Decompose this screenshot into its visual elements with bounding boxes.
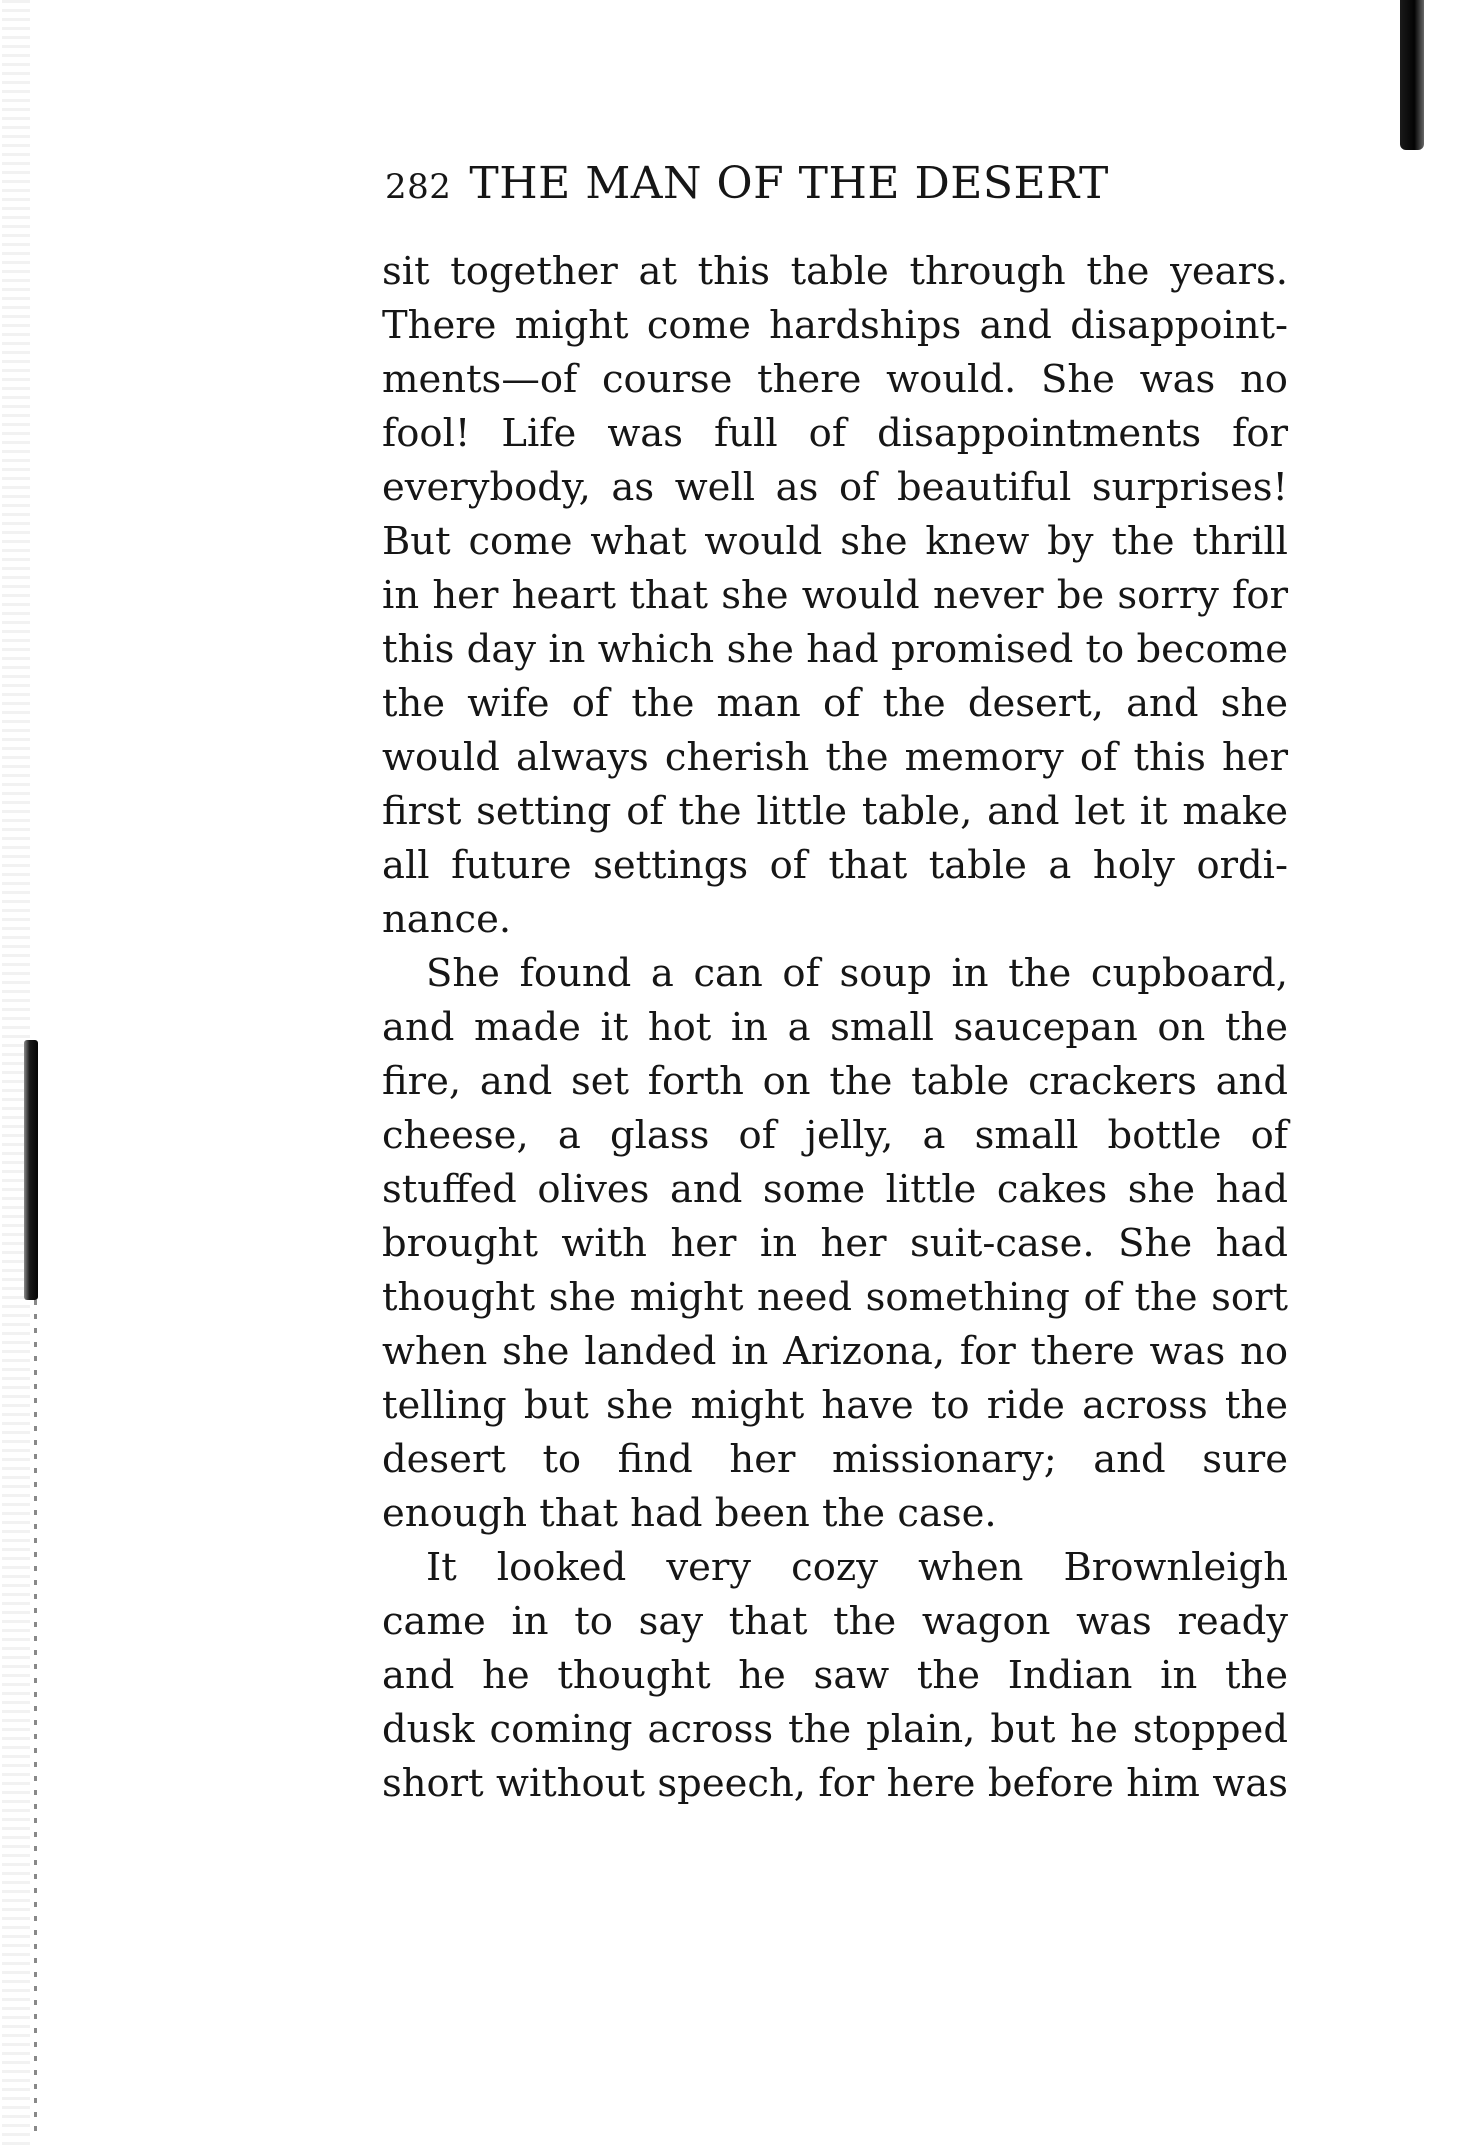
text-line: came in to say that the wagon was ready [382,1599,1288,1644]
paragraph-start-line: It looked very cozy when Brownleigh [426,1545,1288,1590]
scan-binding-speckle-left [34,1300,37,2140]
paragraph-end-line: nance. [382,897,512,942]
text-line: short without speech, for here before him was [382,1761,1288,1806]
body-text [382,245,1288,1811]
text-line: desert to find her missionary; and sure [382,1437,1288,1482]
text-line: telling but she might have to ride across the [382,1383,1288,1428]
scan-binding-shadow-left [24,1040,38,1300]
running-title: THE MAN OF THE DESERT [469,158,1109,209]
text-line: There might come hardships and disappoint- [382,303,1288,348]
running-header [385,156,1285,212]
text-line: when she landed in Arizona, for there was no [382,1329,1288,1374]
text-line: dusk coming across the plain, but he stopped [382,1707,1288,1752]
page-number: 282 [385,167,452,207]
text-line: this day in which she had promised to become [382,627,1288,672]
paragraph-end-line: enough that had been the case. [382,1491,997,1536]
scan-binding-shadow-right [1400,0,1424,150]
text-line: would always cherish the memory of this her [382,735,1288,780]
text-line: brought with her in her suit-case. She had [382,1221,1288,1266]
text-line: in her heart that she would never be sorry for [382,573,1288,618]
text-line: sit together at this table through the years. [382,249,1288,294]
text-line: first setting of the little table, and let it make [382,789,1288,834]
text-line: all future settings of that table a holy ordi- [382,843,1288,888]
text-line: ments—of course there would. She was no [382,357,1288,402]
text-line: fool! Life was full of disappointments for [382,411,1288,456]
text-line: the wife of the man of the desert, and she [382,681,1288,726]
text-line: and made it hot in a small saucepan on the [382,1005,1288,1050]
paragraph-start-line: She found a can of soup in the cupboard, [426,951,1288,996]
text-line: thought she might need something of the sort [382,1275,1288,1320]
text-line: But come what would she knew by the thrill [382,519,1288,564]
text-line: cheese, a glass of jelly, a small bottle of [382,1113,1288,1158]
text-line: stuffed olives and some little cakes she had [382,1167,1288,1212]
text-line: everybody, as well as of beautiful surprises! [382,465,1288,510]
text-line: fire, and set forth on the table crackers and [382,1059,1288,1104]
text-line: and he thought he saw the Indian in the [382,1653,1288,1698]
